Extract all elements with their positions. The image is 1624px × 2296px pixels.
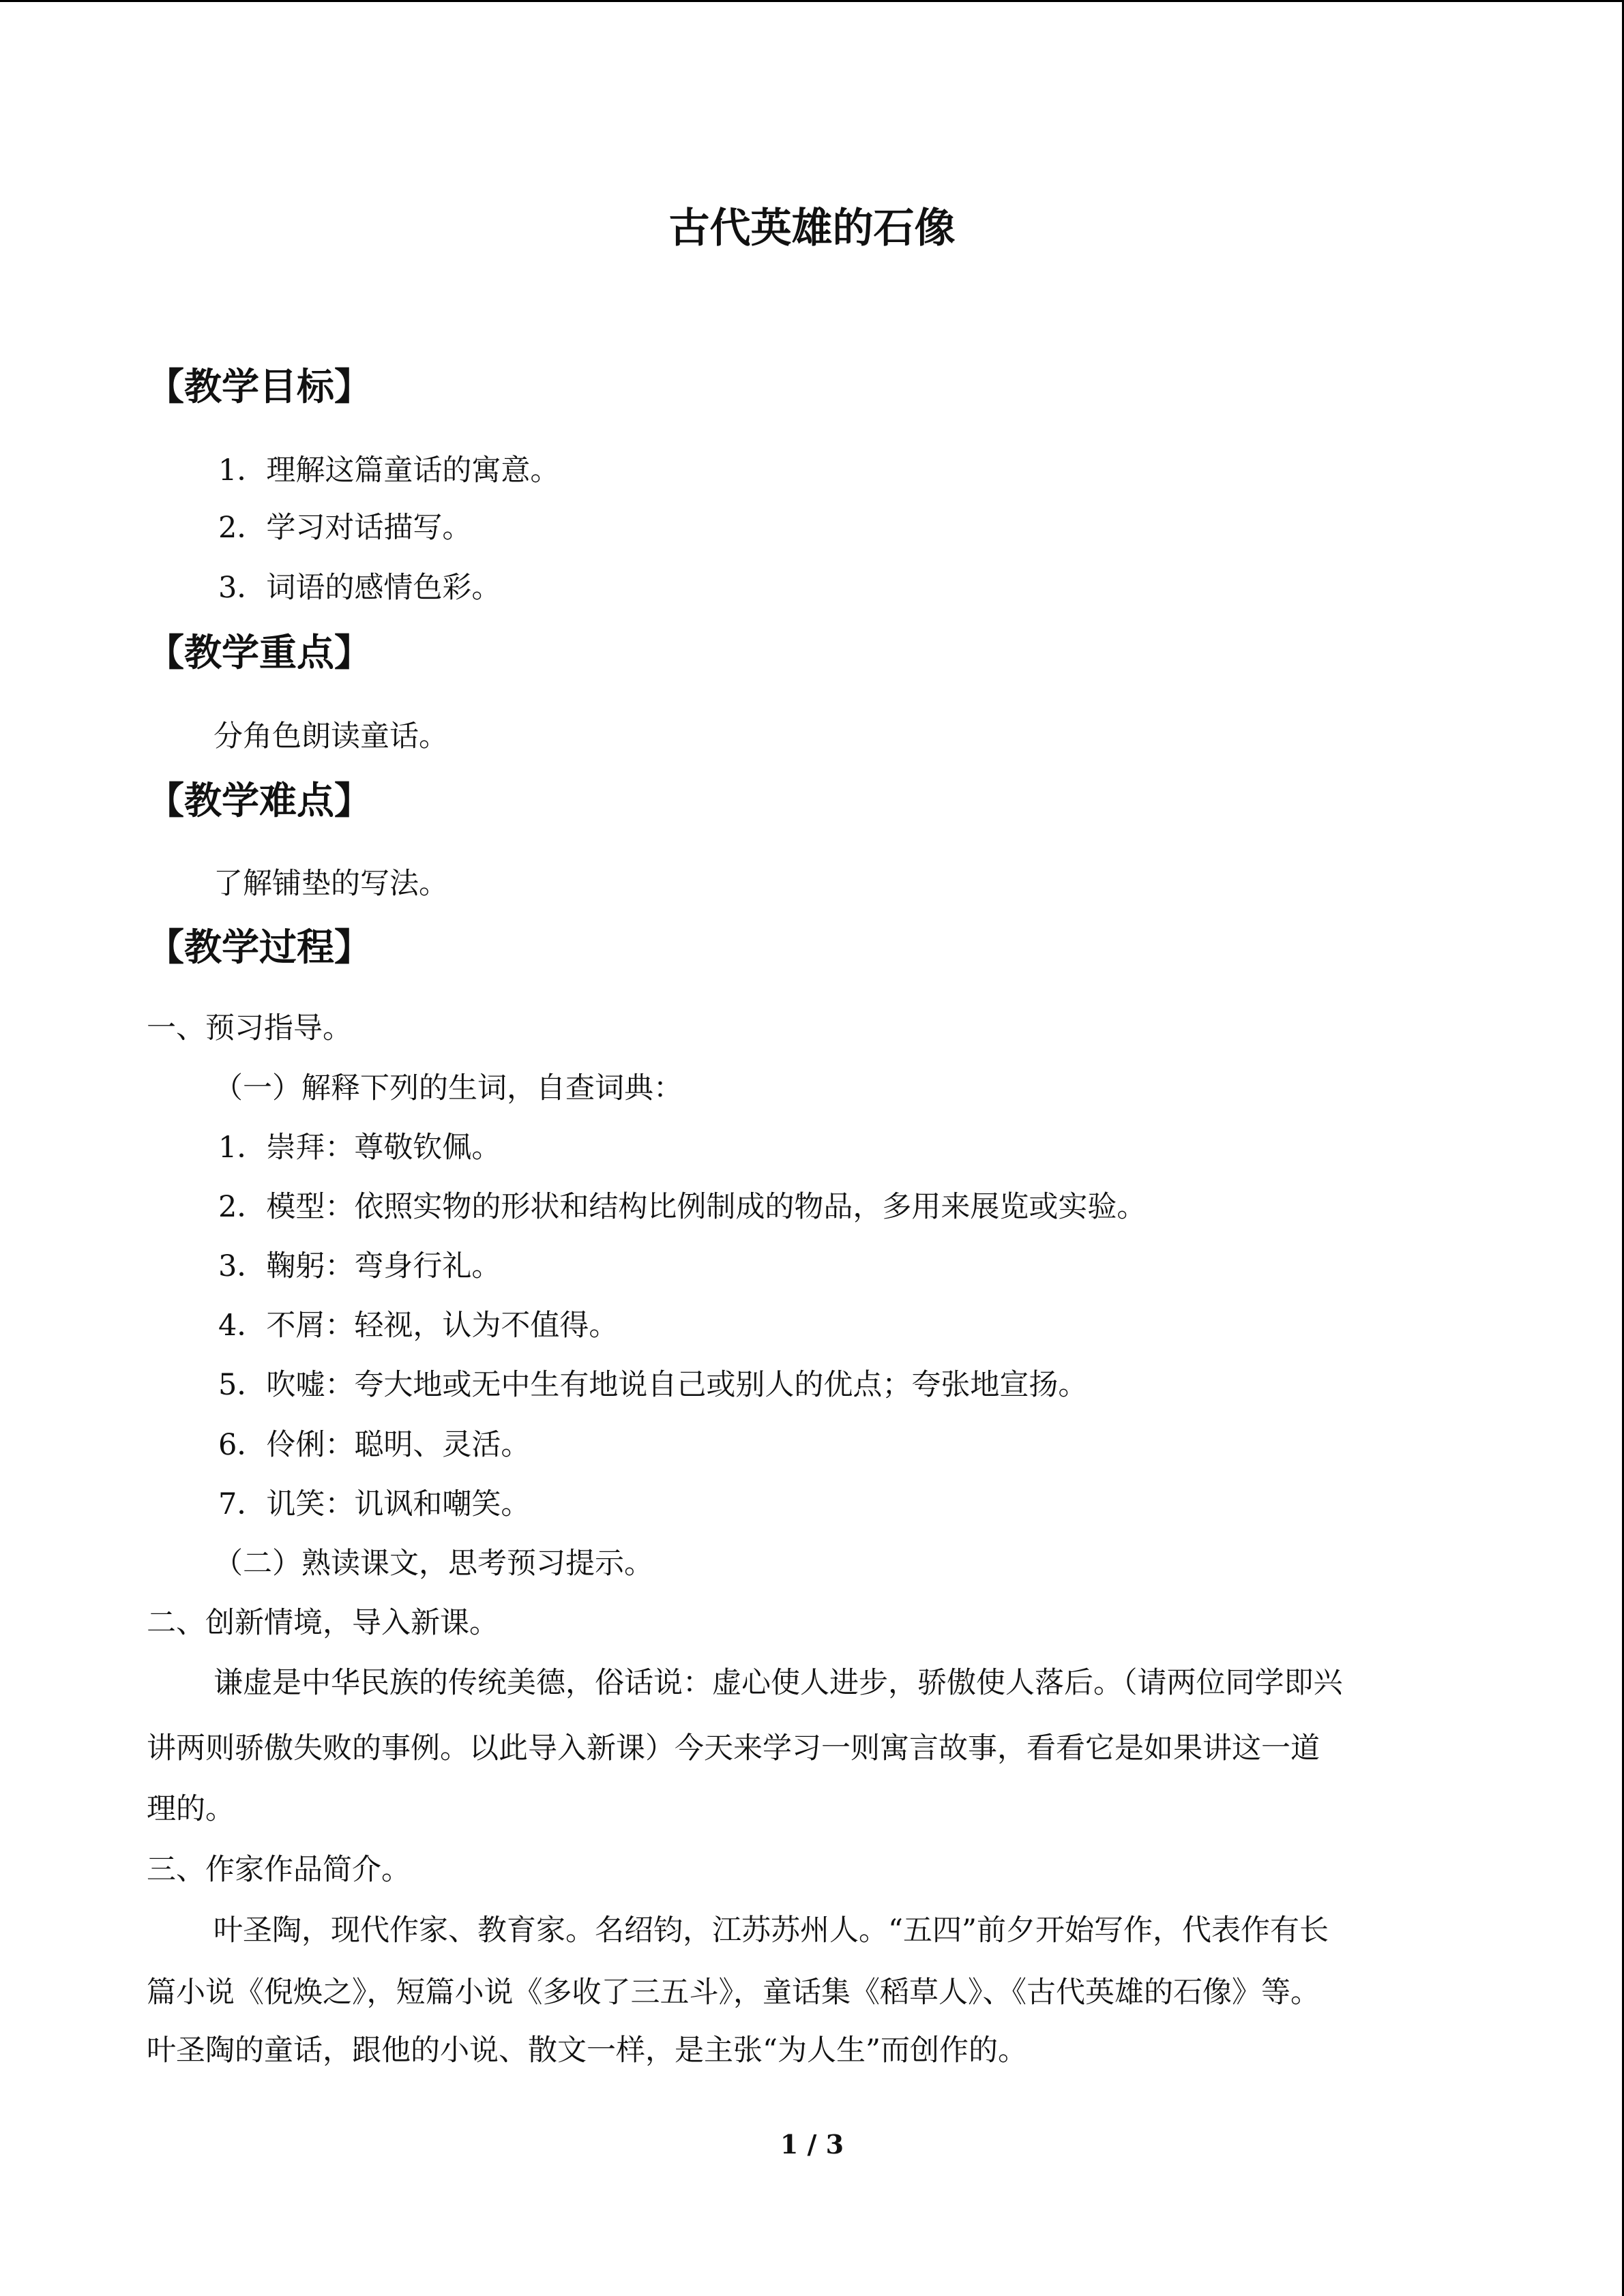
process-part1-sub2: （二）熟读课文，思考预习提示。 [213,1547,653,1581]
heading-key-points: 【教学重点】 [147,631,372,674]
difficulties-text: 了解铺垫的写法。 [213,867,448,901]
paragraph-line: 讲两则骄傲失败的事例。以此导入新课）今天来学习一则寓言故事，看看它是如果讲这一道 [147,1731,1320,1765]
goal-item: 3．词语的感情色彩。 [218,571,501,605]
heading-teaching-goals: 【教学目标】 [147,365,372,408]
paragraph-line: 理的。 [147,1792,235,1826]
process-part2-title: 二、创新情境，导入新课。 [147,1606,499,1640]
vocab-item: 1．崇拜：尊敬钦佩。 [218,1131,501,1165]
paragraph-line: 叶圣陶的童话，跟他的小说、散文一样，是主张“为人生”而创作的。 [147,2033,1027,2068]
vocab-item: 3．鞠躬：弯身行礼。 [218,1249,501,1283]
paragraph-line: 叶圣陶，现代作家、教育家。名绍钧，江苏苏州人。“五四”前夕开始写作，代表作有长 [213,1913,1329,1948]
heading-difficulties: 【教学难点】 [147,779,372,822]
page-number: 1 / 3 [780,2129,844,2160]
paragraph-line: 篇小说《倪焕之》，短篇小说《多收了三五斗》，童话集《稻草人》、《古代英雄的石像》等。 [147,1976,1320,2010]
document-title: 古代英雄的石像 [668,205,956,252]
vocab-item: 2．模型：依照实物的形状和结构比例制成的物品，多用来展览或实验。 [218,1190,1147,1224]
goal-item: 2．学习对话描写。 [218,511,472,545]
process-part3-title: 三、作家作品简介。 [147,1853,411,1887]
paragraph-line: 谦虚是中华民族的传统美德，俗话说：虚心使人进步，骄傲使人落后。（请两位同学即兴 [213,1666,1343,1700]
vocab-item: 5．吹嘘：夸大地或无中生有地说自己或别人的优点；夸张地宣扬。 [218,1368,1088,1402]
vocab-item: 7．讥笑：讥讽和嘲笑。 [218,1487,531,1521]
process-part1-title: 一、预习指导。 [147,1011,352,1045]
key-points-text: 分角色朗读童话。 [213,719,448,754]
vocab-item: 4．不屑：轻视，认为不值得。 [218,1309,619,1343]
goal-item: 1．理解这篇童话的寓意。 [218,453,560,488]
page-border-top [0,0,1624,2]
vocab-item: 6．伶俐：聪明、灵活。 [218,1428,531,1462]
heading-teaching-process: 【教学过程】 [147,925,372,969]
process-part1-sub1: （一）解释下列的生词，自查词典： [213,1071,683,1105]
